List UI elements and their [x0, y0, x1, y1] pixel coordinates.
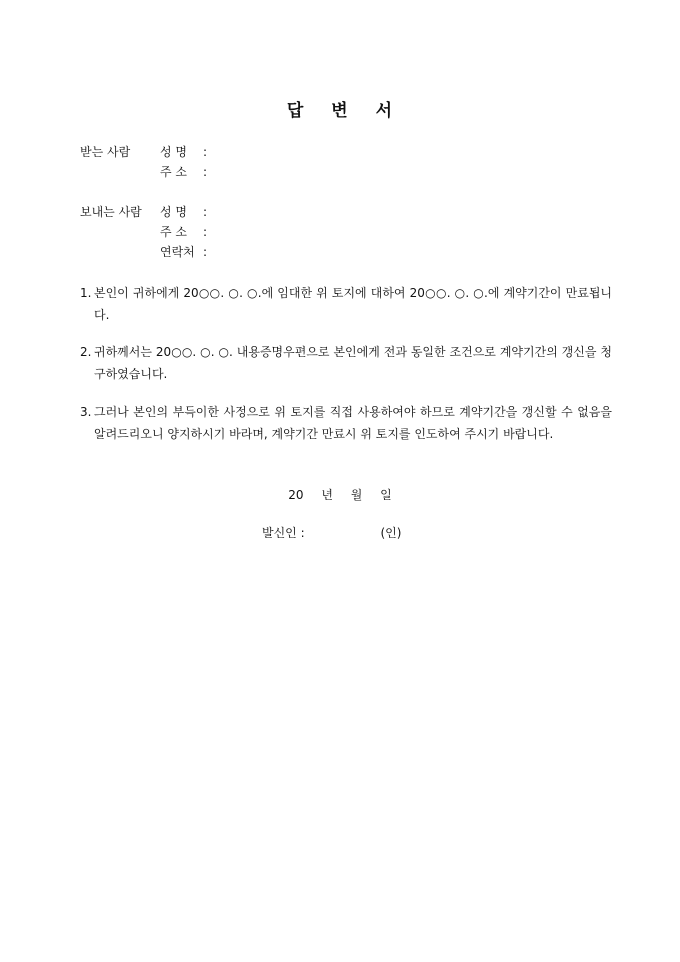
seal-mark: (인) — [380, 526, 402, 540]
sender-contact-colon: : — [203, 245, 208, 259]
sender-group-label: 보내는 사람 — [80, 205, 142, 219]
date-line: 20 년 월 일 — [288, 488, 392, 502]
signature-label: 발신인 : — [262, 526, 305, 540]
recipient-address-label: 주 소 — [160, 165, 187, 179]
paragraph-2-number: 2. — [80, 345, 92, 359]
paragraph-2-text: 귀하께서는 20○○. ○. ○. 내용증명우편으로 본인에게 전과 동일한 조건으로 계약기간의 갱신을 청구하였습니다. — [94, 345, 612, 381]
sender-address-colon: : — [203, 225, 208, 239]
paragraph-3 — [80, 401, 612, 445]
paragraph-1-text: 본인이 귀하에게 20○○. ○. ○.에 임대한 위 토지에 대하여 20○○. ○. ○.에 계약기간이 만료됩니다. — [94, 286, 612, 322]
paragraph-1-number: 1. — [80, 286, 92, 300]
signature-line — [262, 524, 401, 541]
sender-address-label: 주 소 — [160, 225, 187, 239]
sender-name-label: 성 명 — [160, 205, 187, 219]
paragraph-1 — [80, 282, 612, 326]
recipient-group-label: 받는 사람 — [80, 145, 131, 159]
recipient-address-colon: : — [203, 165, 208, 179]
title-char-2: 변 — [331, 101, 349, 121]
paragraph-2 — [80, 341, 612, 385]
recipient-name-colon: : — [203, 145, 208, 159]
recipient-name-label: 성 명 — [160, 145, 187, 159]
title-char-1: 답 — [286, 101, 305, 121]
paragraph-3-number: 3. — [80, 405, 92, 419]
paragraph-3-text: 그러나 본인의 부득이한 사정으로 위 토지를 직접 사용하여야 하므로 계약기간을 갱신할 수 없음을 알려드리오니 양지하시기 바라며, 계약기간 만료시 위 토지를 인도하여 주시기 바랍니다. — [94, 405, 612, 441]
sender-name-colon: : — [203, 205, 208, 219]
title-char-3: 서 — [375, 101, 394, 121]
document-title — [0, 96, 680, 121]
sender-contact-label: 연락처 — [160, 245, 195, 259]
